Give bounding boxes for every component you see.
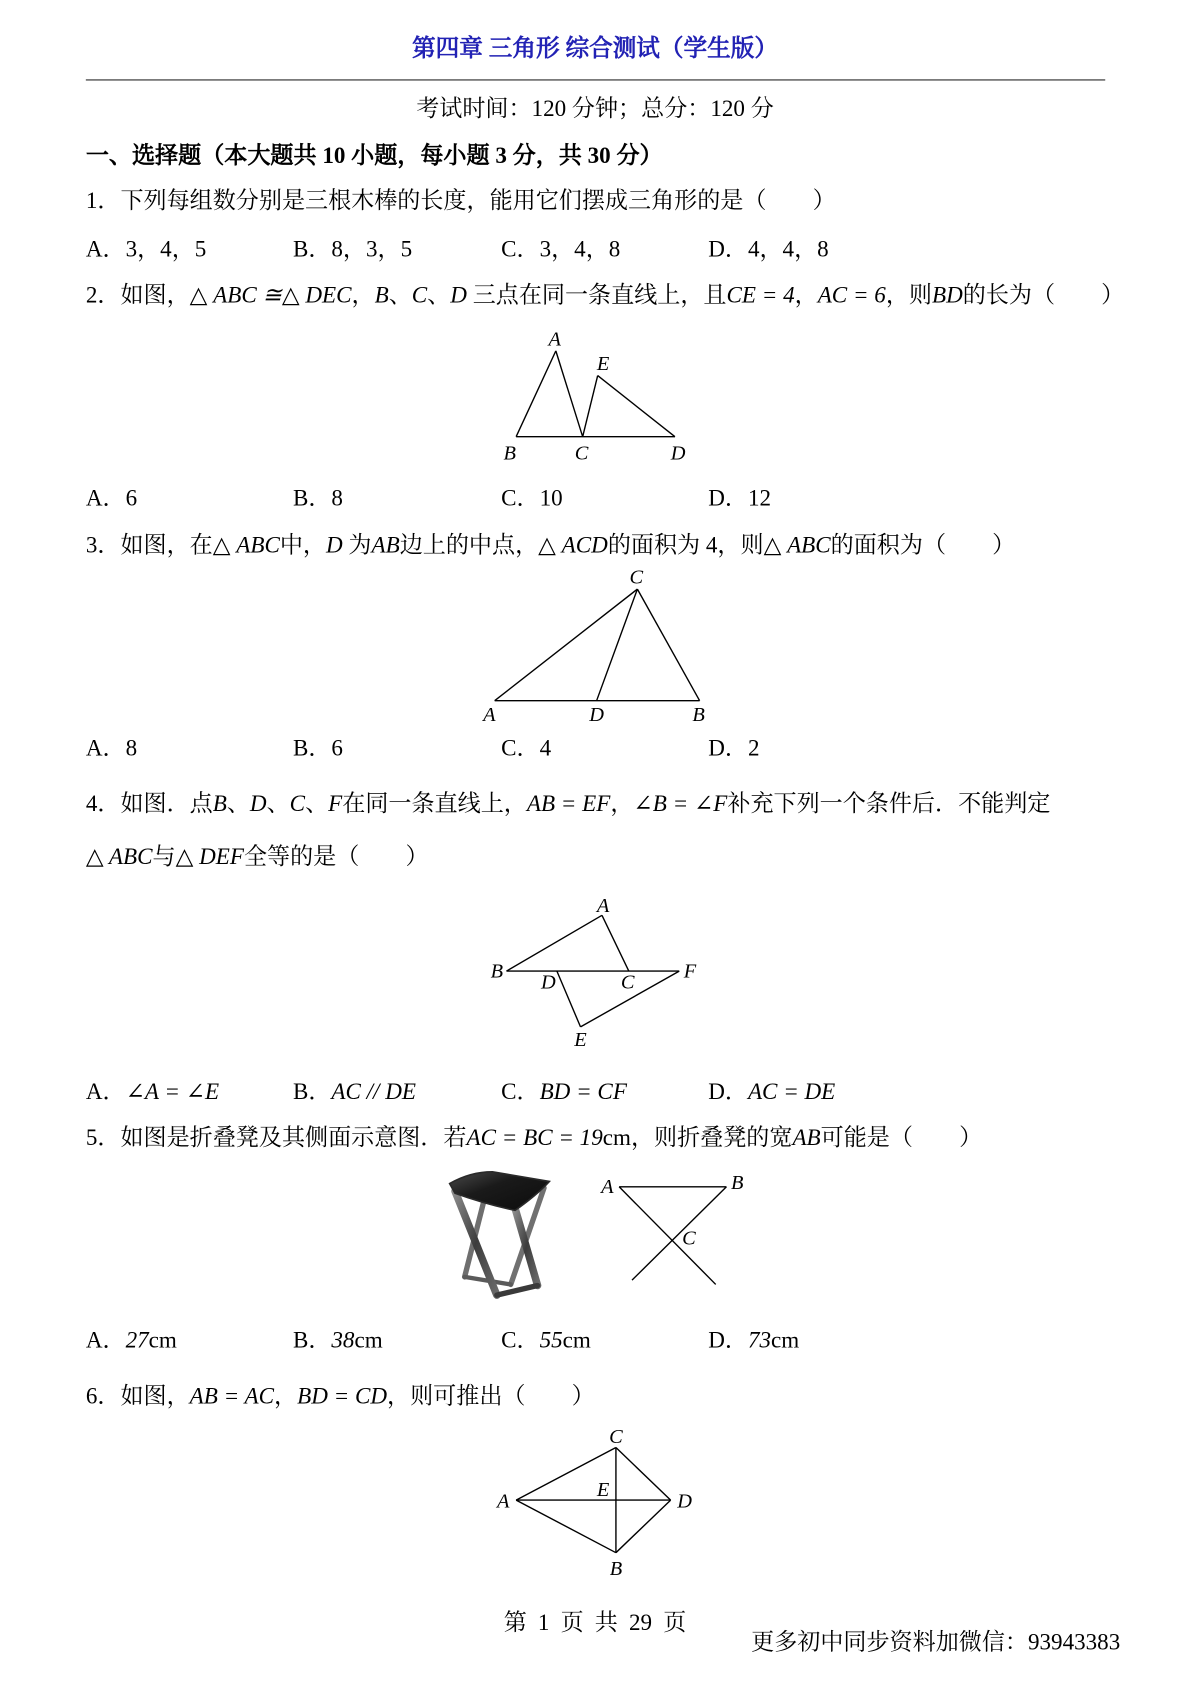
question-3-stem [86, 528, 1015, 562]
option-text: 8 [125, 735, 138, 761]
q4-option-d [708, 1074, 835, 1108]
option-text: 8，3，5 [331, 236, 413, 262]
point-label-b: B [490, 960, 504, 983]
option-label: C． [501, 1078, 540, 1105]
option-unit: cm [148, 1327, 177, 1354]
stem-text: 、 [226, 790, 250, 817]
segment-cb [637, 589, 699, 701]
q3-option-d [708, 731, 759, 765]
stem-math: AB [371, 532, 400, 558]
stem-text: 、 [266, 790, 290, 817]
stem-text: ，则可推出（ ） [387, 1383, 595, 1409]
point-label-a: A [601, 1176, 614, 1199]
q5-option-d [708, 1323, 799, 1357]
stem-math: △ ABC [763, 532, 831, 558]
stem-math: D [326, 532, 343, 558]
stem-text: 三点在同一条直线上，且 [466, 282, 727, 308]
option-label: D． [708, 1327, 748, 1354]
q4-option-b [293, 1074, 416, 1108]
q3-figure [478, 564, 719, 730]
option-label: A． [85, 236, 126, 262]
question-6-stem [86, 1379, 595, 1413]
question-4-stem-line-1 [86, 787, 1051, 821]
stem-math: BD [931, 282, 963, 308]
option-text: 2 [747, 735, 760, 761]
q5-option-c [501, 1323, 591, 1357]
stem-text: 5．如图是折叠凳及其侧面示意图．若 [85, 1124, 467, 1151]
stem-math: △ ABC ≅△ DEC [189, 282, 352, 308]
option-label: C． [501, 485, 540, 511]
stem-math: B [374, 282, 389, 308]
point-label-d: D [589, 704, 604, 727]
point-label-a: A [548, 328, 561, 351]
stem-text: ， [794, 282, 818, 308]
q2-option-b [293, 481, 343, 515]
segment-ed [598, 376, 675, 437]
option-label: B． [292, 735, 332, 761]
q5-figure [440, 1165, 762, 1309]
stem-text: 2．如图， [85, 282, 190, 308]
stem-math: AB = AC [189, 1383, 275, 1409]
point-label-e: E [596, 353, 610, 376]
point-label-b: B [609, 1558, 623, 1581]
point-label-e: E [596, 1478, 610, 1501]
header-divider [86, 79, 1105, 80]
segment-ab [516, 1500, 616, 1553]
stem-text: 、 [305, 790, 329, 817]
q3-option-c [501, 731, 551, 765]
option-math: BD = CF [539, 1078, 627, 1105]
point-label-d: D [677, 1490, 692, 1513]
question-5-stem [86, 1120, 982, 1154]
option-label: C． [501, 1327, 540, 1354]
point-label-e: E [574, 1029, 587, 1052]
question-1-stem [86, 183, 836, 217]
stem-text: 在同一条直线上， [342, 790, 527, 817]
point-label-a: A [497, 1490, 510, 1513]
point-label-a: A [596, 895, 610, 918]
stem-math: △ ACD [538, 532, 608, 558]
stem-text: ，则 [885, 282, 932, 308]
stem-text: 4．如图．点 [85, 790, 213, 817]
segment-a-leg [619, 1187, 716, 1285]
exam-meta [0, 91, 1190, 125]
q4-option-c [501, 1074, 627, 1108]
segment-b-leg [632, 1187, 726, 1280]
point-label-b: B [692, 704, 705, 727]
q2-option-c [501, 481, 563, 515]
option-label: C． [501, 236, 540, 262]
stem-math: △ ABC [212, 532, 280, 558]
point-label-d: D [670, 442, 686, 465]
stem-text: 补充下列一个条件后．不能判定 [727, 790, 1051, 817]
stem-text: 1．下列每组数分别是三根木棒的长度，能用它们摆成三角形的是（ ） [85, 187, 836, 214]
segment-ba [506, 915, 602, 971]
option-math: ∠A = ∠E [125, 1078, 220, 1105]
question-4-stem-line-2 [86, 839, 429, 873]
option-unit: cm [771, 1327, 800, 1354]
stem-text: cm，则折叠凳的宽 [602, 1124, 793, 1151]
question-2-stem [86, 278, 1124, 312]
q2-figure [483, 320, 708, 470]
stem-math: C [289, 790, 306, 817]
stem-text: ， [610, 790, 634, 817]
folding-stool-image [450, 1172, 550, 1295]
option-unit: cm [562, 1327, 591, 1354]
stem-math: AB = EF [526, 790, 611, 817]
option-label: B． [292, 236, 332, 262]
stem-text: 与 [152, 843, 176, 870]
stem-text: 可能是（ ） [820, 1124, 983, 1151]
point-label-c: C [574, 442, 589, 465]
q1-option-b [293, 232, 412, 266]
page-number-text: 第 1 页 共 29 页 [503, 1609, 687, 1636]
q4-figure [483, 891, 703, 1052]
stem-math: AC = BC = 19 [466, 1124, 603, 1151]
segment-ac [556, 351, 583, 437]
q3-option-a [86, 731, 137, 765]
stem-text: 的面积为（ ） [830, 532, 1016, 558]
option-value: 73 [747, 1327, 772, 1354]
stem-text: ， [274, 1383, 298, 1409]
q2-option-a [86, 481, 137, 515]
segment-ac [495, 589, 638, 701]
option-label: A． [85, 735, 126, 761]
q5-option-a [86, 1323, 177, 1357]
stem-math: △ DEF [175, 843, 244, 870]
stem-math: C [411, 282, 428, 308]
point-label-d: D [540, 971, 556, 994]
stem-text: 的面积为 4，则 [607, 532, 764, 558]
option-label: A． [85, 485, 126, 511]
q1-option-d [708, 232, 828, 266]
stem-text: 全等的是（ ） [243, 843, 429, 870]
point-label-c: C [609, 1426, 623, 1449]
option-label: C． [501, 735, 540, 761]
option-value: 55 [539, 1327, 563, 1354]
q1-option-a [86, 232, 206, 266]
q4-option-a [86, 1074, 219, 1108]
point-label-b: B [730, 1171, 744, 1194]
stem-math: BD = CD [297, 1383, 388, 1409]
segment-ac [602, 915, 629, 971]
option-label: D． [708, 1078, 748, 1105]
stem-math: CE = 4 [726, 282, 795, 308]
option-label: B． [292, 1078, 332, 1105]
option-text: 3，4，5 [125, 236, 207, 262]
point-label-f: F [683, 960, 697, 983]
point-label-c: C [629, 566, 644, 589]
option-label: B． [292, 1327, 332, 1354]
option-label: A． [85, 1078, 126, 1105]
segment-de [557, 971, 581, 1027]
segment-cd [616, 1448, 671, 1501]
point-label-c: C [620, 971, 635, 994]
footer-promo-text: 更多初中同步资料加微信：93943383 [751, 1628, 1121, 1655]
footer-promo [751, 1625, 1120, 1659]
point-label-a: A [483, 704, 496, 727]
stem-text: 3．如图，在 [85, 532, 213, 558]
option-math: AC // DE [331, 1078, 417, 1105]
stem-text: 的长为（ ） [962, 282, 1125, 308]
q5-option-b [293, 1323, 383, 1357]
option-text: 8 [331, 485, 343, 511]
stem-text: ， [351, 282, 375, 308]
stem-text: 中， [279, 532, 327, 558]
stem-math: D [249, 790, 267, 817]
option-label: D． [708, 485, 748, 511]
option-label: A． [85, 1327, 126, 1354]
stem-text: 、 [427, 282, 451, 308]
title-text: 第四章 三角形 综合测试（学生版） [412, 34, 778, 62]
document-title [0, 31, 1190, 65]
segment-ce [583, 376, 598, 437]
stem-text: 、 [388, 282, 412, 308]
option-text: 3，4，8 [539, 236, 621, 262]
stem-math: AC = 6 [817, 282, 886, 308]
segment-db [616, 1500, 671, 1553]
q1-option-c [501, 232, 620, 266]
point-label-c: C [682, 1227, 696, 1250]
option-label: D． [708, 735, 748, 761]
q2-option-d [708, 481, 771, 515]
stem-math: F [328, 790, 343, 817]
stem-math: △ ABC [85, 843, 153, 870]
option-text: 10 [539, 485, 563, 511]
option-unit: cm [354, 1327, 383, 1354]
section-heading [86, 138, 663, 172]
option-label: D． [708, 236, 748, 262]
option-text: 4，4，8 [747, 236, 829, 262]
option-text: 6 [125, 485, 138, 511]
q6-figure [488, 1423, 703, 1584]
stem-math: AB [792, 1124, 821, 1151]
option-value: 38 [331, 1327, 355, 1354]
point-label-b: B [503, 442, 516, 465]
segment-ab [516, 351, 556, 437]
stool-seat [450, 1172, 550, 1211]
option-math: AC = DE [747, 1078, 836, 1105]
option-text: 12 [747, 485, 772, 511]
stem-text: 边上的中点， [399, 532, 539, 558]
stem-text: 为 [342, 532, 372, 558]
stem-math: ∠B = ∠F [633, 790, 728, 817]
q3-option-b [293, 731, 343, 765]
option-text: 4 [539, 735, 552, 761]
stem-math: D [450, 282, 467, 308]
meta-text: 考试时间：120 分钟；总分：120 分 [416, 95, 774, 122]
stem-text: 6．如图， [85, 1383, 190, 1409]
stem-math: B [212, 790, 227, 817]
section-heading-text: 一、选择题（本大题共 10 小题，每小题 3 分，共 30 分） [85, 142, 663, 169]
stool-foot-bar [497, 1286, 538, 1296]
option-value: 27 [125, 1327, 149, 1354]
option-text: 6 [331, 735, 343, 761]
option-label: B． [292, 485, 332, 511]
